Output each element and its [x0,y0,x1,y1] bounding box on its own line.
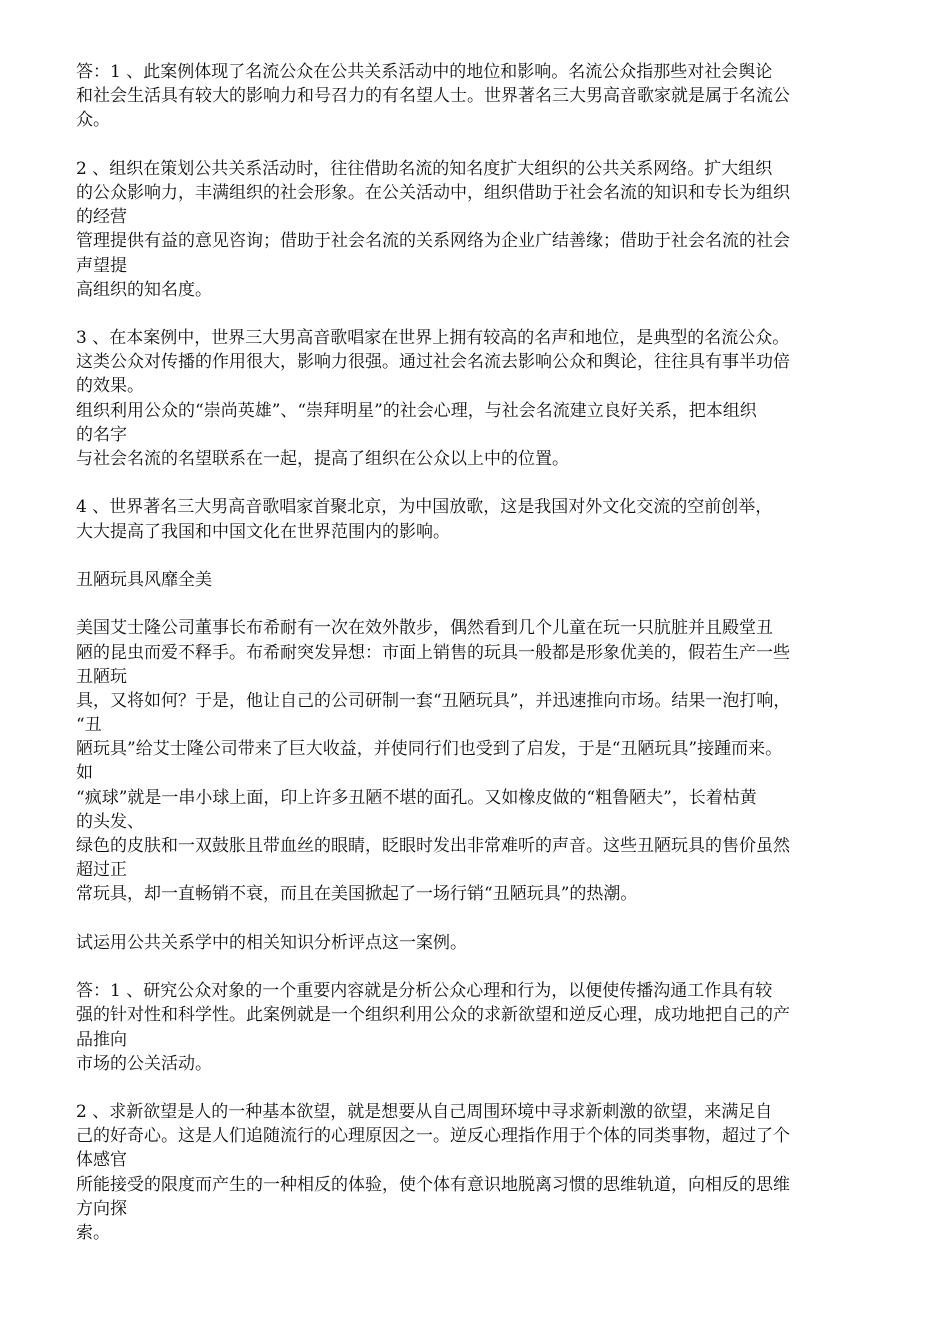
paragraph [76,326,896,471]
text-line: 陋玩具”给艾士隆公司带来了巨大收益，并使同行们也受到了启发，于是“丑陋玩具”接踵而来。 [76,739,783,760]
text-line: 4 、世界著名三大男高音歌唱家首聚北京，为中国放歌，这是我国对外文化交流的空前创举， [76,497,773,518]
text-line: 的经营 [76,207,127,228]
paragraph [76,931,896,955]
text-line: 陋的昆虫而爱不释手。布希耐突发异想：市面上销售的玩具一般都是形象优美的，假若生产一些 [76,642,790,663]
text-line: 品推向 [76,1029,127,1050]
text-line: 方向探 [76,1198,127,1219]
paragraph [76,616,896,906]
text-line: 具，又将如何？于是，他让自己的公司研制一套“丑陋玩具”，并迅速推向市场。结果一泡打响， [76,690,791,711]
text-line: 和社会生活具有较大的影响力和号召力的有名望人士。世界著名三大男高音歌家就是属于名流公 [76,86,790,107]
paragraph [76,568,896,592]
text-line: 的效果。 [76,376,144,397]
text-line: 丑陋玩具风靡全美 [76,569,212,590]
paragraph [76,157,896,302]
text-line: 这类公众对传播的作用很大，影响力很强。通过社会名流去影响公众和舆论，往往具有事半功倍 [76,352,790,373]
text-line: 答：1 、此案例体现了名流公众在公共关系活动中的地位和影响。名流公众指那些对社会舆论 [76,62,773,82]
text-line: 市场的公关活动。 [76,1053,212,1074]
text-line: 管理提供有益的意见咨询；借助于社会名流的关系网络为企业广结善缘；借助于社会名流的社会 [76,231,790,252]
paragraph [76,495,896,543]
paragraph [76,979,896,1076]
text-line: 索。 [76,1223,110,1243]
text-line: 大大提高了我国和中国文化在世界范围内的影响。 [76,521,450,542]
text-line: 3 、在本案例中，世界三大男高音歌唱家在世界上拥有较高的名声和地位，是典型的名流公众。 [76,328,790,349]
text-line: 的头发、 [76,811,144,832]
text-line: 答：1 、研究公众对象的一个重要内容就是分析公众心理和行为，以便使传播沟通工作具有较 [76,981,773,1002]
text-line: 强的针对性和科学性。此案例就是一个组织利用公众的求新欲望和逆反心理，成功地把自己的产 [76,1005,790,1026]
text-line: 众。 [76,110,110,131]
text-line: 的公众影响力，丰满组织的社会形象。在公关活动中，组织借助于社会名流的知识和专长为组织 [76,182,790,203]
text-line: 2 、求新欲望是人的一种基本欲望，就是想要从自己周围环境中寻求新刺激的欲望，来满足自 [76,1102,773,1123]
text-line: 试运用公共关系学中的相关知识分析评点这一案例。 [76,932,467,953]
text-line: 丑陋玩 [76,666,127,687]
text-line: 的名字 [76,424,127,445]
text-line: 体感官 [76,1150,127,1171]
text-line: 高组织的知名度。 [76,279,212,300]
text-line: 绿色的皮肤和一双鼓胀且带血丝的眼睛，眨眼时发出非常难听的声音。这些丑陋玩具的售价虽然 [76,836,790,856]
text-line: 2 、组织在策划公共关系活动时，往往借助名流的知名度扩大组织的公共关系网络。扩大组织 [76,158,773,179]
text-line: 所能接受的限度而产生的一种相反的体验，使个体有意识地脱离习惯的思维轨道，向相反的思维 [76,1174,790,1195]
paragraph [76,60,896,133]
text-line: 与社会名流的名望联系在一起，提高了组织在公众以上中的位置。 [76,449,569,469]
text-line: 常玩具，却一直畅销不衰，而且在美国掀起了一场行销“丑陋玩具”的热潮。 [76,884,638,905]
paragraph [76,1100,896,1245]
text-line: 美国艾士隆公司董事长布希耐有一次在效外散步，偶然看到几个儿童在玩一只肮脏并且殿堂丑 [76,618,773,639]
text-line: 声望提 [76,255,127,276]
document-body [76,60,896,1269]
text-line: “疯球”就是一串小球上面，印上许多丑陋不堪的面孔。又如橡皮做的“粗鲁陋夫”，长着枯黄 [76,787,757,808]
text-line: 己的好奇心。这是人们追随流行的心理原因之一。逆反心理指作用于个体的同类事物，超过了个 [76,1126,790,1147]
text-line: 超过正 [76,860,127,881]
text-line: “丑 [76,715,102,736]
text-line: 组织利用公众的“崇尚英雄”、“崇拜明星”的社会心理，与社会名流建立良好关系，把本组织 [76,400,757,421]
text-line: 如 [76,763,93,784]
